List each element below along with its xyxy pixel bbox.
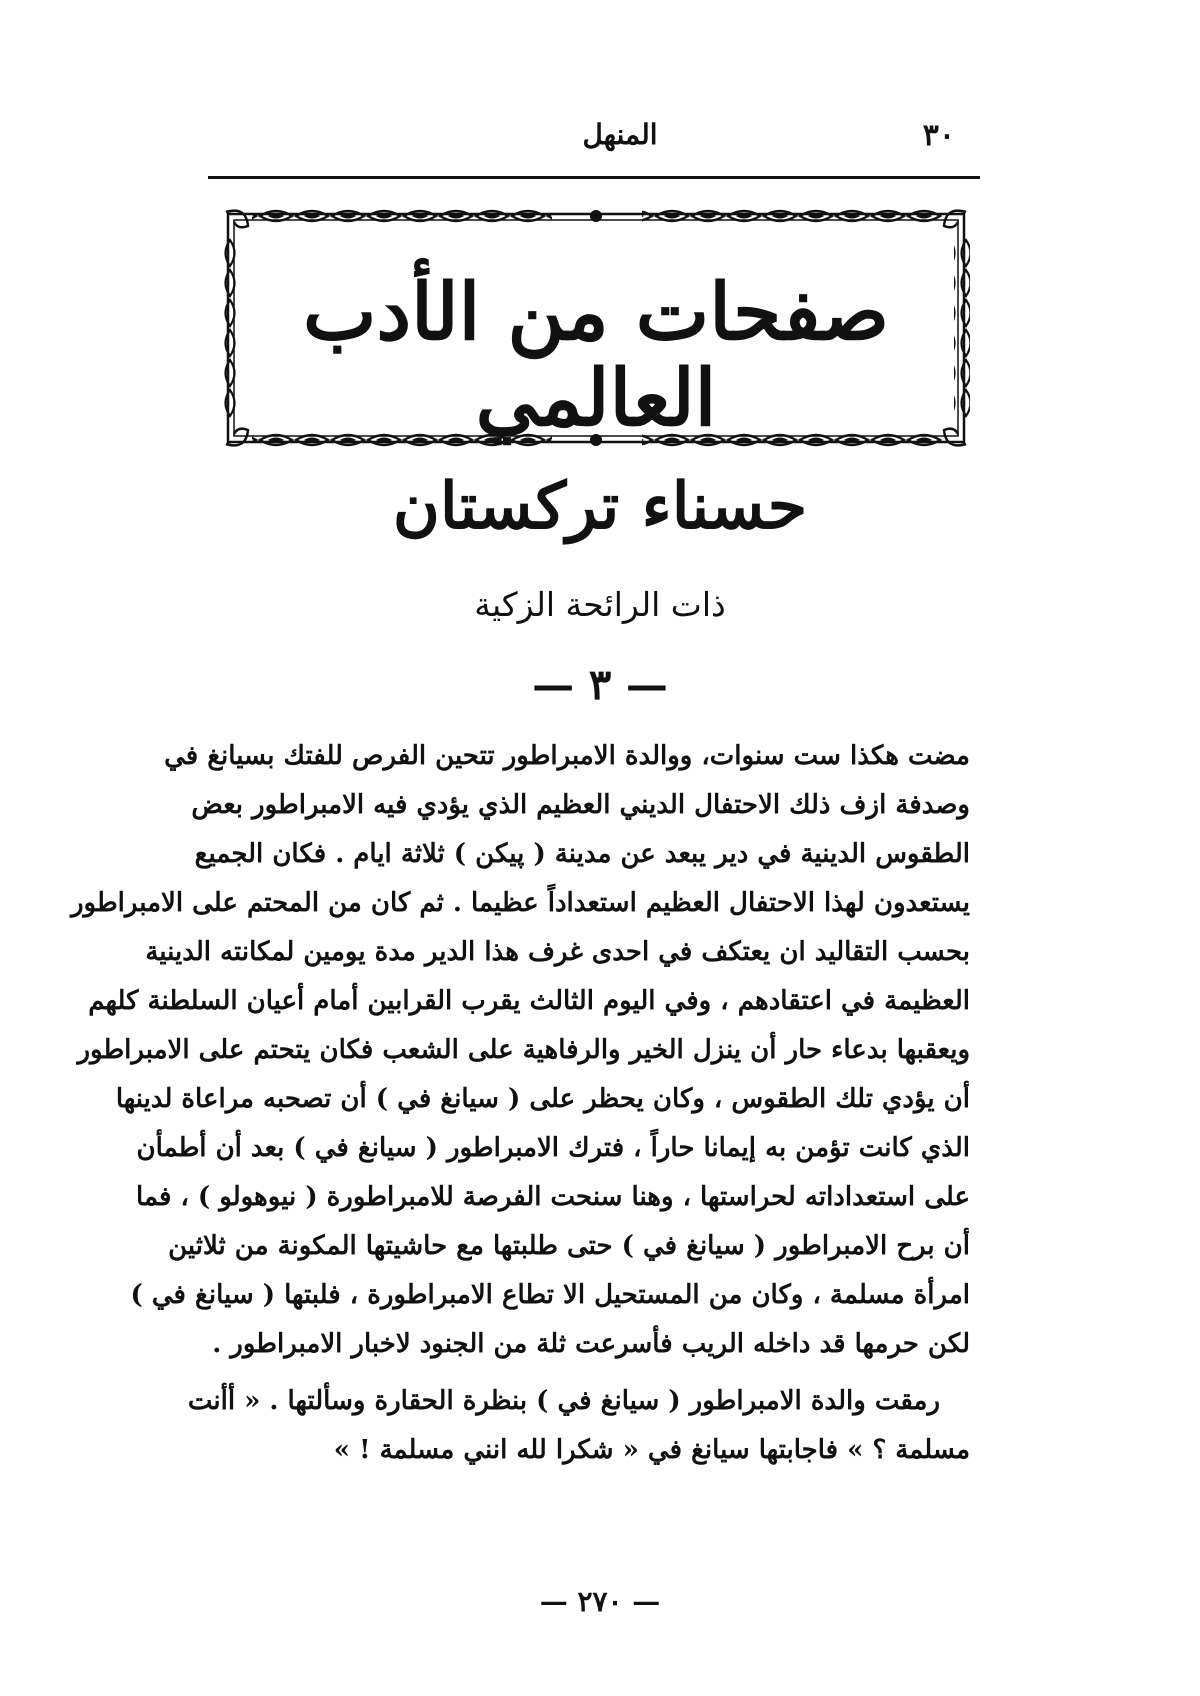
- body-line: امرأة مسلمة ، وكان من المستحيل الا تطاع الامبراطورة ، فلبتها ( سيانغ في ): [130, 1280, 970, 1310]
- body-line: مضت هكذا ست سنوات، ووالدة الامبراطور تتحين الفرص للفتك بسيانغ في: [164, 741, 970, 771]
- body-line: مسلمة ؟ » فاجابتها سيانغ في « شكرا لله انني مسلمة ! »: [333, 1435, 970, 1465]
- body-line: رمقت والدة الامبراطور ( سيانغ في ) بنظرة الحقارة وسألتها . « أأنت: [187, 1386, 940, 1416]
- section-title: صفحات من الأدب العالمي: [302, 267, 890, 444]
- article-subtitle: ذات الرائحة الزكية: [474, 585, 726, 624]
- body-line: العظيمة في اعتقادهم ، وفي اليوم الثالث يقرب القرابين أمام أعيان السلطنة كلهم: [88, 986, 970, 1016]
- ornamental-frame: [222, 208, 970, 448]
- body-line: وصدفة ازف ذلك الاحتفال الديني العظيم الذي يؤدي فيه الامبراطور بعض: [191, 790, 970, 820]
- body-line: على استعداداته لحراستها ، وهنا سنحت الفرصة للامبراطورة ( نيوهولو ) ، فما: [136, 1182, 970, 1212]
- body-line: يستعدون لهذا الاحتفال العظيم استعداداً عظيما . ثم كان من المحتم على الامبراطور: [70, 888, 970, 918]
- header-page-number: ٣٠: [922, 118, 955, 153]
- part-number: — ٣ —: [532, 660, 668, 709]
- body-line: بحسب التقاليد ان يعتكف في احدى غرف هذا الدير مدة يومين لمكانته الدينية: [145, 937, 970, 967]
- body-line: لكن حرمها قد داخله الريب فأسرعت ثلة من الجنود لاخبار الامبراطور .: [212, 1329, 970, 1359]
- article-body: [70, 732, 970, 1475]
- footer-page-number: — ٢٧٠ —: [539, 1585, 661, 1618]
- body-line: الذي كانت تؤمن به إيمانا حاراً ، فترك الامبراطور ( سيانغ في ) بعد أن أطمأن: [136, 1133, 970, 1163]
- header-rule: [208, 176, 980, 179]
- body-line: أن برح الامبراطور ( سيانغ في ) حتى طلبتها مع حاشيتها المكونة من ثلاثين: [168, 1231, 970, 1261]
- journal-name: المنهل: [582, 118, 658, 151]
- body-line: ويعقبها بدعاء حار أن ينزل الخير والرفاهية على الشعب فكان يتحتم على الامبراطور: [77, 1035, 970, 1065]
- body-line: أن يؤدي تلك الطقوس ، وكان يحظر على ( سيانغ في ) أن تصحبه مراعاة لدينها: [115, 1084, 970, 1114]
- running-header: [205, 118, 975, 158]
- body-line: الطقوس الدينية في دير يبعد عن مدينة ( پيكن ) ثلاثة ايام . فكان الجميع: [194, 839, 970, 869]
- paragraph-gap: [210, 1369, 970, 1377]
- article-title: حسناء تركستان: [392, 469, 808, 544]
